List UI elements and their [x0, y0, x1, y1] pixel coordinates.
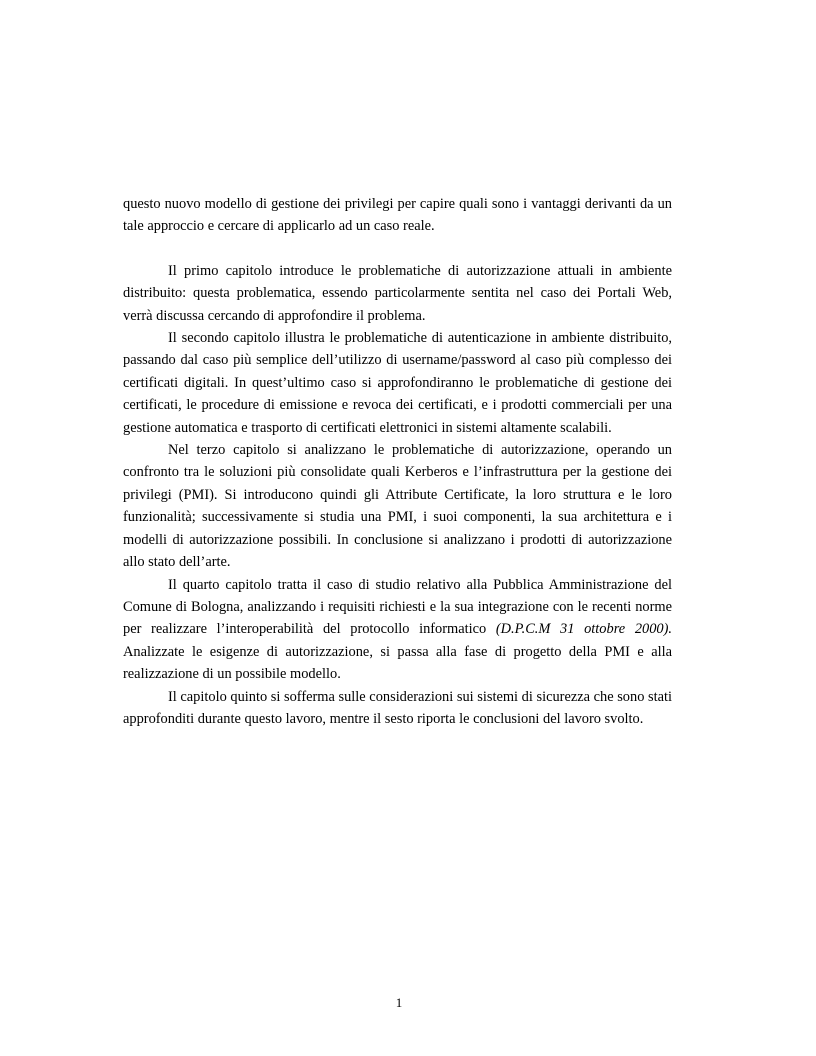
body-text [123, 193, 672, 730]
paragraph-chapter-4-text-before: Il quarto capitolo tratta il caso di studio relativo alla Pubblica Amministrazione del Comune di Bologna, analizzando i requisiti richiesti e la sua integrazione con le recenti norme per realizzare l’interoperabilità del protocollo informatico [123, 576, 672, 638]
paragraph-chapter-1: Il primo capitolo introduce le problematiche di autorizzazione attuali in ambiente distribuito: questa problematica, essendo particolarmente sentita nel caso dei Portali Web, verrà discussa cercando di approfondire il problema. [123, 262, 672, 324]
paragraph-intro-continuation: questo nuovo modello di gestione dei privilegi per capire quali sono i vantaggi derivanti da un tale approccio e cercare di applicarlo ad un caso reale. [123, 196, 672, 235]
paragraph-chapter-3: Nel terzo capitolo si analizzano le problematiche di autorizzazione, operando un confronto tra le soluzioni più consolidate quali Kerberos e l’infrastruttura per la gestione dei privilegi (PMI). Si introducono quindi gli Attribute Certificate, la loro struttura e le loro funzionalità; successivamente si studia una PMI, i suoi componenti, la sua architettura e i modelli di autorizzazione possibili. In conclusione si analizzano i prodotti di autorizzazione allo stato dell’arte. [123, 442, 672, 571]
paragraph-chapter-4-citation: (D.P.C.M 31 ottobre 2000). [495, 621, 672, 638]
paragraph-chapter-5-6: Il capitolo quinto si sofferma sulle considerazioni sui sistemi di sicurezza che sono stati approfonditi durante questo lavoro, mentre il sesto riporta le conclusioni del lavoro svolto. [123, 688, 672, 727]
paragraph-chapter-2: Il secondo capitolo illustra le problematiche di autenticazione in ambiente distribuito, passando dal caso più semplice dell’utilizzo di username/password al caso più complesso dei certificati digitali. In quest’ultimo caso si approfondiranno le problematiche di gestione dei certificati, le procedure di emissione e revoca dei certificati, e i prodotti commerciali per una gestione automatica e trasporto di certificati elettronici in sistemi altamente scalabili. [123, 330, 672, 436]
paragraph-chapter-4-text-after: Analizzate le esigenze di autorizzazione, si passa alla fase di progetto della PMI e alla realizzazione di un possibile modello. [123, 643, 672, 683]
paragraph-spacer [123, 238, 672, 260]
page-number: 1 [395, 995, 403, 1010]
paragraph-chapter-4 [123, 574, 672, 686]
